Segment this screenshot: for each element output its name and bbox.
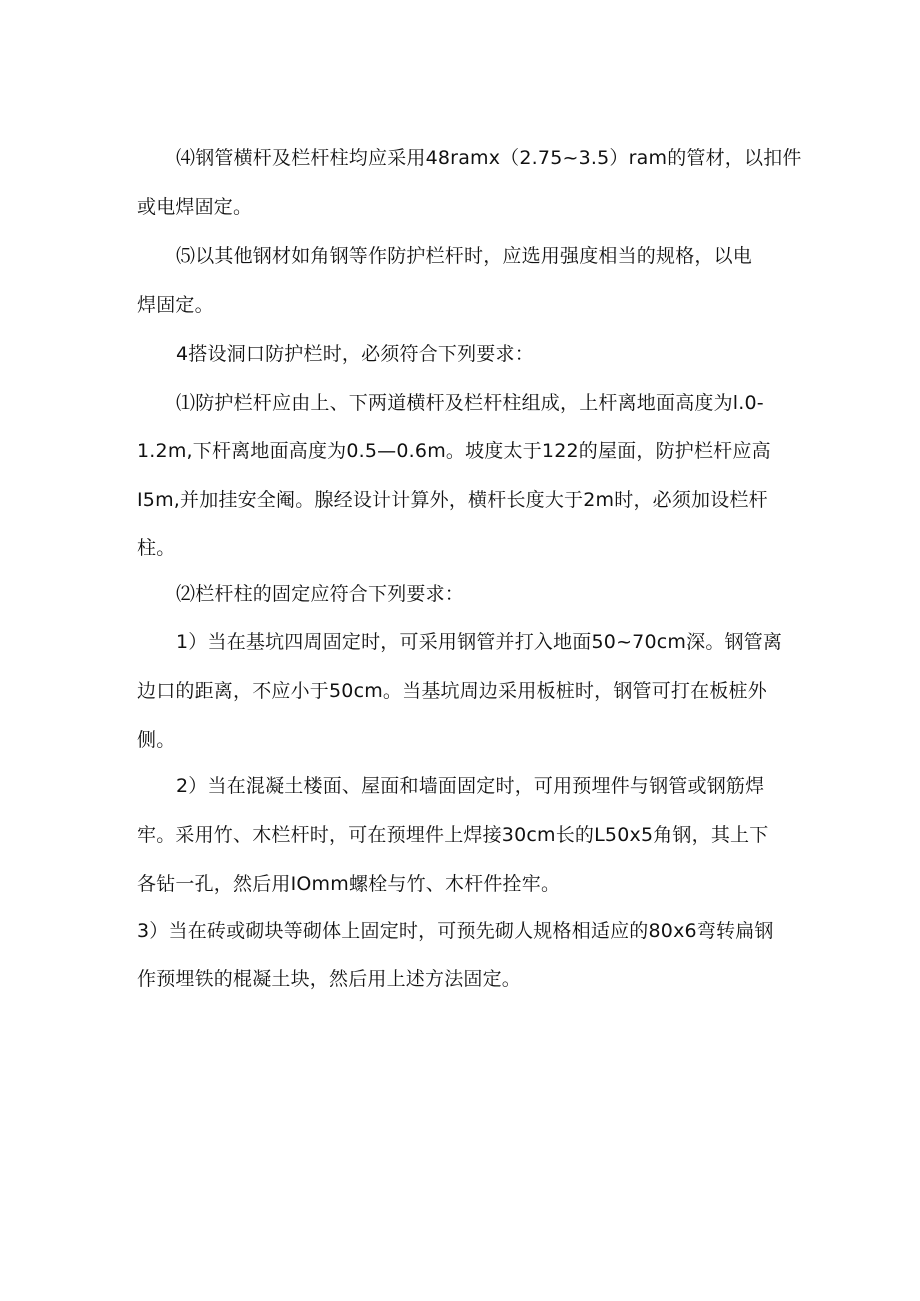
paragraph-4-line-2: 或电焊固定。 <box>137 196 253 218</box>
subitem-2-line-3: 各钻一孔，然后用IOmm螺栓与竹、木杆件拴牢。 <box>137 873 561 895</box>
paragraph-5-line-2: 焊固定。 <box>137 294 214 316</box>
subitem-3-line-1: 3）当在砖或砌块等砌体上固定时，可预先砌人规格相适应的80x6弯转扁钢 <box>137 920 774 942</box>
subitem-2-line-1: 2）当在混凝土楼面、屋面和墙面固定时，可用预埋件与钢管或钢筋焊 <box>176 775 765 797</box>
subitem-1-line-2: 边口的距离，不应小于50cm。当基坑周边采用板桩时，钢管可打在板桩外 <box>137 680 767 702</box>
paragraph-4-line-1: ⑷钢管横杆及栏杆柱均应采用48ramx（2.75~3.5）ram的管材，以扣件 <box>176 147 802 169</box>
subitem-3-line-2: 作预埋铁的棍凝土块，然后用上述方法固定。 <box>137 968 522 990</box>
subitem-1-line-3: 侧。 <box>137 729 176 751</box>
item-1-line-2: 1.2m,下杆离地面高度为0.5—0.6m。坡度太于122的屋面，防护栏杆应高 <box>137 440 771 462</box>
item-2-heading: ⑵栏杆柱的固定应符合下列要求： <box>176 583 465 605</box>
section-4-heading: 4搭设洞口防护栏时，必须符合下列要求： <box>176 343 534 365</box>
item-1-line-4: 柱。 <box>137 537 176 559</box>
item-1-line-3: I5m,并加挂安全阉。腺经设计计算外，横杆长度大于2m时，必须加设栏杆 <box>137 489 768 511</box>
paragraph-5-line-1: ⑸以其他钢材如角钢等作防护栏杆时，应选用强度相当的规格，以电 <box>176 245 753 267</box>
subitem-2-line-2: 牢。采用竹、木栏杆时，可在预埋件上焊接30cm长的L50x5角钢，其上下 <box>137 824 769 846</box>
item-1-line-1: ⑴防护栏杆应由上、下两道横杆及栏杆柱组成，上杆离地面高度为l.0- <box>176 392 764 414</box>
subitem-1-line-1: 1）当在基坑四周固定时，可采用钢管并打入地面50~70cm深。钢管离 <box>176 631 783 653</box>
